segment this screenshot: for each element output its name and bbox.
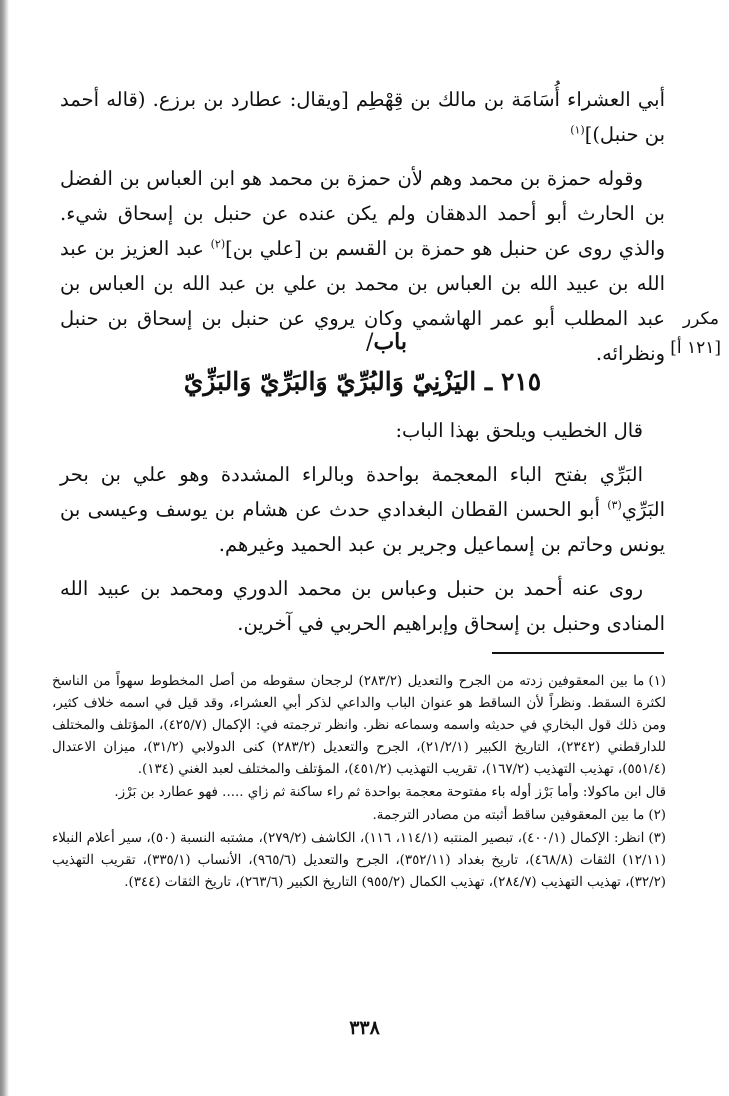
- paragraph-narrators: روى عنه أحمد بن حنبل وعباس بن محمد الدوري ومحمد بن عبيد الله المنادى وحنبل بن إسحاق وإبراهيم الحربي في آخرين.: [60, 577, 665, 635]
- paragraph-text: البَرِّي بفتح الباء المعجمة بواحدة وبالراء المشددة وهو علي بن بحر البَرِّي: [60, 463, 665, 521]
- body-text-block: [60, 413, 665, 641]
- footnote-number: (٢): [648, 808, 666, 823]
- footnote-1-continuation: [52, 782, 666, 804]
- paragraph-text-continued: أبو الحسن القطان البغدادي حدث عن هشام بن يوسف وعيسى بن يونس وحاتم بن إسماعيل وجرير بن عبد الحميد وغيرهم.: [60, 498, 665, 556]
- footnote-number: (١): [648, 674, 667, 689]
- binding-shadow: [0, 0, 9, 1096]
- footnote-1: [52, 671, 666, 781]
- footnote-marker: (٢): [210, 237, 226, 251]
- margin-note-repeated: مكرر: [682, 309, 719, 329]
- footnote-2: [52, 805, 666, 827]
- page-number: ٣٣٨: [349, 1017, 380, 1039]
- folio-slash: /: [366, 330, 374, 355]
- footnote-number: (٣): [648, 831, 666, 846]
- paragraph-text: وقوله حمزة بن محمد وهم لأن حمزة بن محمد هو ابن العباس بن الفضل بن الحارث أبو أحمد الدهقان ولم يكن عنده عن حنبل بن إسحاق شيء. والذي روى عن حنبل هو حمزة بن القسم بن [علي بن]: [60, 167, 665, 260]
- paragraph-abu-al-ushara: [60, 82, 665, 152]
- footnote-text: ما بين المعقوفين زدته من الجرح والتعديل (٢٨٣/٢) لرجحان سقوطه من أصل المخطوط سهواً من الناسخ لكثرة السقط. ونظراً لأن الساقط هو عنوان الباب والداعي لذكر أبي العشراء، وقد قيل في اسمه خلاف كثير، ومن ذلك قول البخاري في حديثه واسمه وسماعه نظر. وانظر ترجمته في: الإكمال (٤٢٥/٧)، المؤتلف والمختلف للدارقطني (٢٣٤٢)، التاريخ الكبير (٢١/٢/١)، الجرح والتعديل (٢٨٣/٢) كنى الدولابي (٣١/٢)، ميزان الاعتدال (٥٥١/٤)، تهذيب التهذيب (١٦٧/٢)، تقريب التهذيب (٤٥١/٢)، المؤتلف والمختلف لعبد الغني (١٣٤).: [52, 674, 666, 777]
- bab-label: باب: [373, 329, 407, 355]
- footnote-separator: [492, 652, 664, 654]
- paragraph-text: أبي العشراء أُسَامَة بن مالك بن قِهْطِم [ويقال: عطارد بن برزع. (قاله أحمد بن حنبل)]: [60, 88, 665, 146]
- margin-note-folio: [١٢١ أ]: [670, 338, 721, 358]
- footnote-marker: (٣): [607, 498, 622, 512]
- footnote-text: ما بين المعقوفين ساقط أثبته من مصادر الترجمة.: [372, 808, 645, 823]
- footnote-3: [52, 828, 666, 894]
- footnote-text: انظر: الإكمال (٤٠٠/١)، تبصير المنتبه (١١٤/١، ١١٦)، الكاشف (٢٧٩/٢)، مشتبه النسبة (٥٠)، سير أعلام النبلاء (١٢/١١) الثقات (٤٦٨/٨)، تاريخ بغداد (٣٥٢/١١)، الجرح والتعديل (٩٦٥/٦)، الأنساب (٣٣٥/١)، تقريب التهذيب (٣٢/٢)، تهذيب التهذيب (٢٨٤/٧)، تهذيب الكمال (٩٥٥/٢) التاريخ الكبير (٢٦٣/٦)، تاريخ الثقات (٣٤٤).: [52, 831, 667, 890]
- footnotes-section: [52, 671, 666, 894]
- paragraph-text-continued: عبد العزيز بن عبد الله بن عبيد الله بن العباس بن محمد بن علي بن عبد الله بن العباس بن عبد المطلب أبو عمر الهاشمي وكان يروي عن حنبل بن إسحاق بن حنبل ونظرائه.: [60, 237, 665, 365]
- bab-heading: [60, 327, 665, 358]
- footnote-text: قال ابن ماكولا: وأما بَرْز أوله باء مفتوحة معجمة بواحدة ثم راء ساكنة ثم زاي ..... فهو عطارد بن بَرْز.: [114, 785, 666, 800]
- chapter-title: ٢١٥ ـ اليَزْنِيّ وَالبُرِّيّ وَالبَرِّيّ وَالبَزِّيّ: [183, 367, 542, 396]
- footnote-marker: (١): [570, 123, 585, 137]
- paragraph-khatib-intro: قال الخطيب ويلحق بهذا الباب:: [395, 419, 643, 442]
- paragraph-ali-bin-bahr: [60, 457, 665, 562]
